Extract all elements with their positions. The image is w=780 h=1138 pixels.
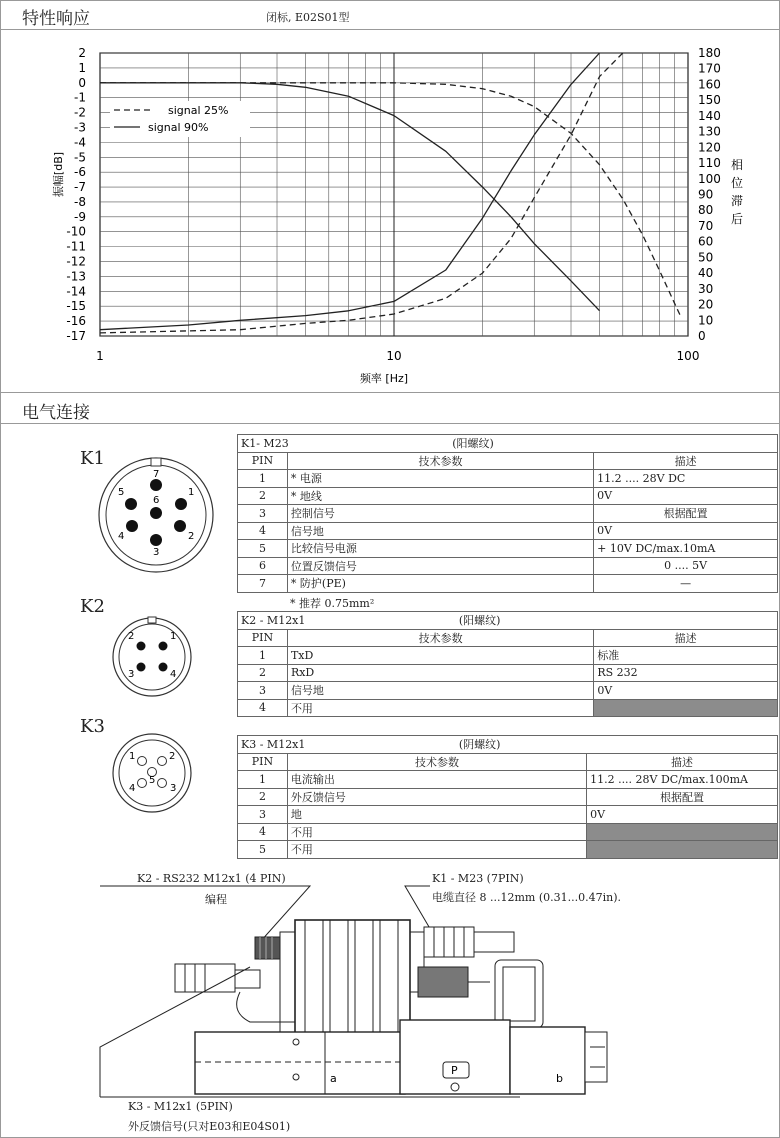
k3-connector-diagram: [110, 731, 194, 815]
desc-cell: —: [594, 575, 778, 593]
pin-cell: 4: [238, 522, 288, 540]
k1-pin-3: [150, 534, 162, 546]
y-tick-label-left: -16: [66, 314, 86, 329]
param-cell: 电流输出: [287, 771, 586, 789]
table-row: [238, 505, 778, 523]
section-subtitle: 闭标, E02S01型: [266, 11, 350, 24]
k3-pin-num: 5: [149, 775, 156, 786]
table-row: [238, 470, 778, 488]
table-row: [238, 540, 778, 558]
col-desc: 描述: [594, 629, 778, 647]
desc-cell: 根据配置: [594, 505, 778, 523]
pin-cell: 2: [238, 664, 288, 682]
param-cell: 外反馈信号: [287, 788, 586, 806]
y-tick-label-right: 140: [698, 108, 721, 123]
k2-callout-sub: 编程: [205, 893, 227, 906]
param-cell: 信号地: [287, 682, 593, 700]
pin-cell: 5: [238, 841, 288, 859]
desc-cell: 11.2 .... 28V DC/max.100mA: [587, 771, 778, 789]
section-title: 特性响应: [22, 9, 90, 29]
k2-connector-diagram: [110, 615, 194, 699]
k3-callout-sub: 外反馈信号(只对E03和E04S01): [128, 1120, 291, 1133]
y-axis-label-right-char: 相: [730, 158, 744, 172]
y-tick-label-left: -8: [74, 194, 86, 209]
k1-label: K1: [80, 448, 105, 469]
table-row: [238, 557, 778, 575]
k2-callout: K2 - RS232 M12x1 (4 PIN): [137, 872, 286, 885]
k3-label: K3: [80, 716, 105, 737]
param-cell: 比较信号电源: [287, 540, 593, 558]
desc-cell: 11.2 .... 28V DC: [594, 470, 778, 488]
col-desc: 描述: [587, 753, 778, 771]
k1-callout: K1 - M23 (7PIN): [432, 872, 524, 885]
k1-pin-table: [237, 434, 778, 593]
k2-pin-num: 3: [128, 669, 135, 680]
pin-cell: 4: [238, 699, 288, 717]
param-cell: 信号地: [287, 522, 593, 540]
k1-pin-1: [175, 498, 187, 510]
y-tick-label-left: -6: [74, 165, 86, 180]
k1-pin-num: 7: [153, 469, 160, 480]
k1-pin-num: 5: [118, 487, 125, 498]
valve-drawing: [0, 872, 780, 1132]
frequency-response-chart: [0, 31, 780, 386]
section-header-electrical: [0, 392, 780, 424]
desc-cell: [587, 823, 778, 841]
pin-cell: 6: [238, 557, 288, 575]
k1-table-title: [238, 435, 778, 453]
k1-pin-2: [174, 520, 186, 532]
pin-cell: 1: [238, 470, 288, 488]
y-tick-label-left: -7: [74, 180, 86, 195]
x-tick-label: 1: [96, 349, 104, 363]
pin-cell: 3: [238, 505, 288, 523]
table-row: [238, 788, 778, 806]
port-b-label: b: [556, 1072, 563, 1085]
desc-cell: RS 232: [594, 664, 778, 682]
y-tick-label-left: -4: [74, 135, 86, 150]
k1-callout-sub: 电缆直径 8 ...12mm (0.31...0.47in).: [432, 891, 621, 904]
y-tick-label-right: 130: [698, 124, 721, 139]
y-tick-label-left: -1: [74, 90, 86, 105]
col-param: 技术参数: [287, 452, 593, 470]
section-title-electrical: 电气连接: [22, 403, 90, 423]
desc-cell: [587, 841, 778, 859]
legend-label-25: signal 25%: [168, 104, 229, 117]
k3-thread: (阴螺纹): [458, 738, 501, 752]
table-row: [238, 771, 778, 789]
k3-pin-num: 4: [129, 783, 136, 794]
k1-pin-4: [126, 520, 138, 532]
y-tick-label-left: -10: [66, 224, 86, 239]
y-tick-label-right: 10: [698, 313, 714, 328]
k1-pin-num: 3: [153, 547, 160, 558]
param-cell: RxD: [287, 664, 593, 682]
k1-pin-5: [125, 498, 137, 510]
x-tick-label: 100: [676, 349, 700, 363]
k2-pin-num: 4: [170, 669, 177, 680]
legend-label-90: signal 90%: [148, 121, 209, 134]
y-tick-label-left: -11: [66, 239, 86, 254]
y-tick-label-right: 20: [698, 297, 714, 312]
k1-pin-num: 4: [118, 531, 125, 542]
y-tick-label-left: -13: [66, 269, 86, 284]
param-cell: * 电源: [287, 470, 593, 488]
y-tick-label-right: 180: [698, 46, 721, 60]
param-cell: 不用: [287, 841, 586, 859]
col-param: 技术参数: [287, 753, 586, 771]
port-p-label: P: [451, 1064, 458, 1077]
y-axis-label-right-char: 位: [730, 176, 744, 190]
y-tick-label-left: 0: [78, 75, 86, 90]
table-row: [238, 699, 778, 717]
y-tick-label-left: -17: [66, 329, 86, 343]
param-cell: 控制信号: [287, 505, 593, 523]
k3-table-title: [238, 736, 778, 754]
y-axis-label-right-char: 滞: [730, 194, 744, 208]
port-a-label: a: [330, 1072, 337, 1085]
k1-pin-7: [150, 479, 162, 491]
k1-pin-num: 2: [188, 531, 195, 542]
x-axis-label: 频率 [Hz]: [359, 372, 409, 385]
k2-pin-num: 2: [128, 631, 135, 642]
table-row: [238, 823, 778, 841]
pin-cell: 2: [238, 788, 288, 806]
k2-header: K2 - M12x1: [241, 614, 306, 628]
pin-cell: 3: [238, 806, 288, 824]
param-cell: * 地线: [287, 487, 593, 505]
desc-cell: + 10V DC/max.10mA: [594, 540, 778, 558]
col-pin: PIN: [238, 452, 288, 470]
desc-cell: 0V: [594, 487, 778, 505]
desc-cell: 0V: [587, 806, 778, 824]
pin-cell: 5: [238, 540, 288, 558]
col-param: 技术参数: [287, 629, 593, 647]
k3-header: K3 - M12x1: [241, 738, 306, 752]
y-tick-label-left: 2: [78, 46, 86, 60]
pin-cell: 4: [238, 823, 288, 841]
k1-note: * 推荐 0.75mm²: [290, 597, 375, 610]
table-row: [238, 487, 778, 505]
y-tick-label-right: 80: [698, 203, 714, 218]
col-pin: PIN: [238, 629, 288, 647]
table-row: [238, 806, 778, 824]
desc-cell: 0V: [594, 682, 778, 700]
y-tick-label-right: 110: [698, 156, 721, 171]
y-axis-label-right-char: 后: [730, 212, 744, 226]
param-cell: 位置反馈信号: [287, 557, 593, 575]
y-tick-label-right: 0: [698, 329, 706, 343]
y-tick-label-left: 1: [78, 60, 86, 75]
desc-cell: 标准: [594, 647, 778, 665]
k3-pin-num: 1: [129, 751, 136, 762]
desc-cell: 0 .... 5V: [594, 557, 778, 575]
pin-cell: 1: [238, 771, 288, 789]
k2-pin-table: [237, 611, 778, 717]
y-tick-label-right: 160: [698, 77, 721, 92]
y-tick-label-right: 170: [698, 61, 721, 76]
y-tick-label-right: 60: [698, 234, 714, 249]
y-tick-label-left: -15: [66, 299, 86, 314]
x-tick-label: 10: [386, 349, 402, 363]
table-row: [238, 647, 778, 665]
col-desc: 描述: [594, 452, 778, 470]
desc-cell: [594, 699, 778, 717]
pin-cell: 1: [238, 647, 288, 665]
k1-pin-num: 1: [188, 487, 195, 498]
k2-table-title: [238, 612, 778, 630]
k3-pin-num: 3: [170, 783, 177, 794]
y-tick-label-right: 50: [698, 250, 714, 265]
y-tick-label-right: 30: [698, 281, 714, 296]
table-row: [238, 522, 778, 540]
col-pin: PIN: [238, 753, 288, 771]
y-tick-label-right: 150: [698, 93, 721, 108]
k2-pin-num: 1: [170, 631, 177, 642]
k3-pin-table: [237, 735, 778, 859]
y-tick-label-left: -3: [74, 120, 86, 135]
param-cell: 地: [287, 806, 586, 824]
param-cell: * 防护(PE): [287, 575, 593, 593]
y-tick-label-right: 90: [698, 187, 714, 202]
k2-label: K2: [80, 596, 105, 617]
desc-cell: 0V: [594, 522, 778, 540]
pin-cell: 7: [238, 575, 288, 593]
section-header-response: [0, 0, 780, 30]
series-line-phase-25: [100, 53, 623, 333]
desc-cell: 根据配置: [587, 788, 778, 806]
k1-pin-num: 6: [153, 495, 160, 506]
k3-pin-num: 2: [169, 751, 176, 762]
table-row: [238, 682, 778, 700]
y-axis-label-left: 振幅[dB]: [52, 151, 65, 198]
table-row: [238, 841, 778, 859]
param-cell: TxD: [287, 647, 593, 665]
param-cell: 不用: [287, 823, 586, 841]
table-row: [238, 664, 778, 682]
k1-pin-6: [150, 507, 162, 519]
y-tick-label-right: 100: [698, 171, 721, 186]
y-tick-label-left: -9: [74, 209, 86, 224]
param-cell: 不用: [287, 699, 593, 717]
k3-callout: K3 - M12x1 (5PIN): [128, 1100, 233, 1113]
k2-thread: (阳螺纹): [458, 614, 501, 628]
y-tick-label-left: -5: [74, 150, 86, 165]
y-tick-label-right: 70: [698, 218, 714, 233]
y-tick-label-left: -12: [66, 254, 86, 269]
k1-connector-diagram: [96, 455, 216, 575]
pin-cell: 3: [238, 682, 288, 700]
y-tick-label-right: 40: [698, 266, 714, 281]
y-tick-label-left: -14: [66, 284, 86, 299]
k1-thread: (阳螺纹): [452, 437, 494, 451]
pin-cell: 2: [238, 487, 288, 505]
table-row: [238, 575, 778, 593]
series-line-phase-90: [100, 53, 600, 330]
y-tick-label-left: -2: [74, 105, 86, 120]
y-tick-label-right: 120: [698, 140, 721, 155]
k1-header: K1- M23: [241, 437, 289, 451]
